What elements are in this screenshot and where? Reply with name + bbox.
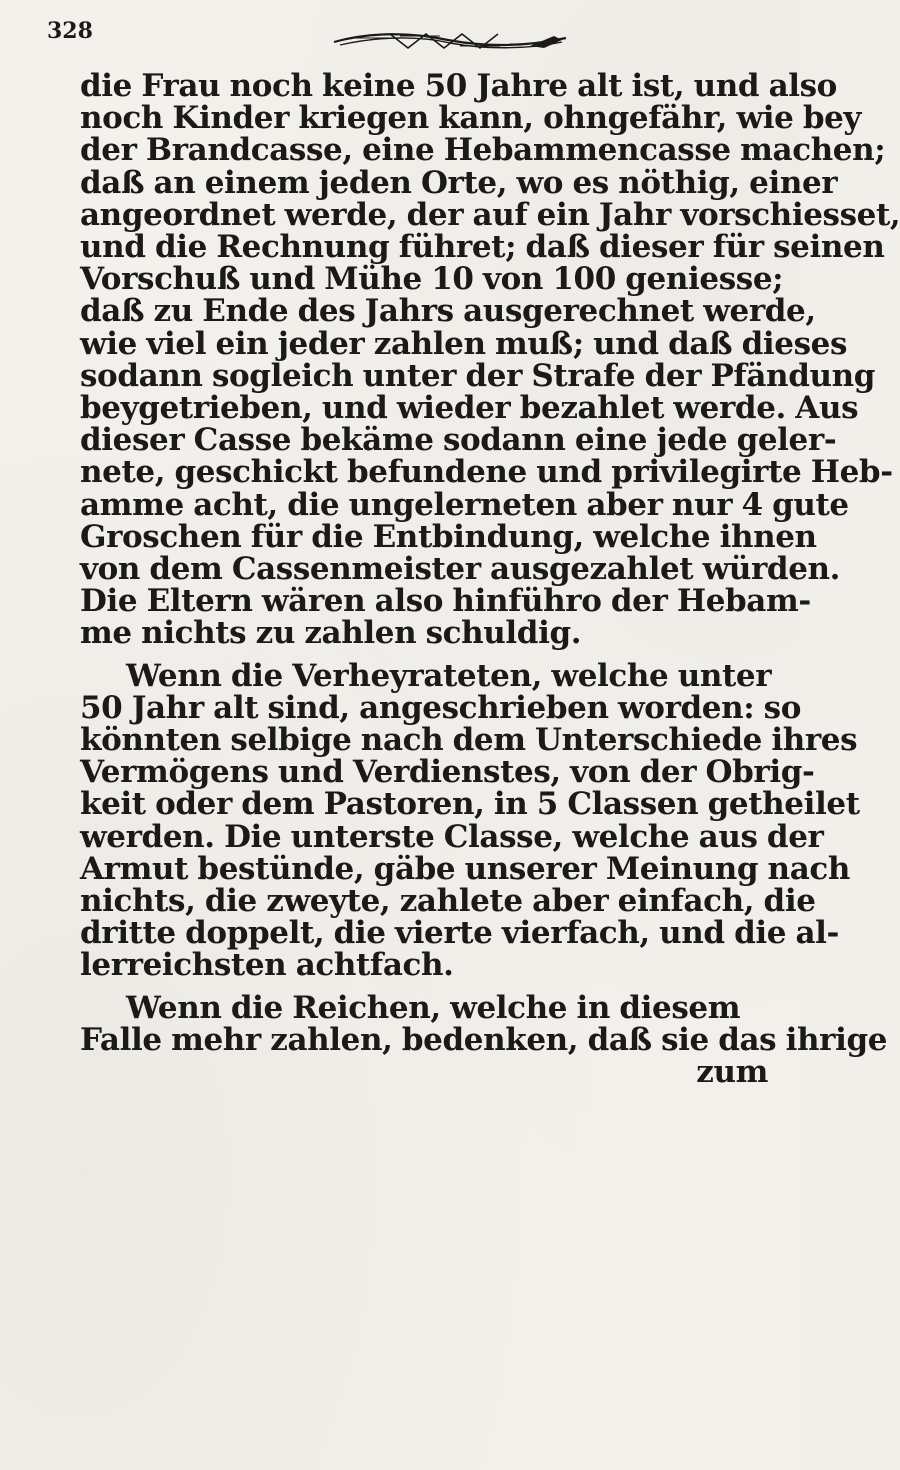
text-line: wie viel ein jeder zahlen muß; und daß dieses: [80, 325, 847, 362]
text-line: von dem Cassenmeister ausgezahlet würden.: [80, 551, 841, 588]
header-ornament-icon: [330, 28, 570, 54]
paragraph-2: [80, 657, 860, 984]
text-line: könnten selbige nach dem Unterschiede ihres: [80, 722, 858, 759]
text-line: nete, geschickt befundene und privilegirte Heb-: [80, 454, 893, 491]
text-line: angeordnet werde, der auf ein Jahr vorschiesset,: [80, 196, 900, 233]
text-line: Groschen für die Entbindung, welche ihnen: [80, 518, 817, 555]
text-line: dieser Casse bekäme sodann eine jede geler-: [80, 422, 837, 459]
text-line: noch Kinder kriegen kann, ohngefähr, wie bey: [80, 100, 862, 137]
text-line: amme acht, die ungelerneten aber nur 4 gute: [80, 486, 849, 523]
main-text: [80, 68, 900, 1091]
text-line: Wenn die Reichen, welche in diesem: [126, 989, 741, 1026]
text-line: keit oder dem Pastoren, in 5 Classen getheilet: [80, 786, 860, 823]
text-line: Armut bestünde, gäbe unserer Meinung nach: [80, 850, 850, 887]
text-line: Vermögens und Verdienstes, von der Obrig-: [80, 754, 815, 791]
text-line: dritte doppelt, die vierte vierfach, und die al-: [80, 915, 840, 952]
page-number: 328: [47, 18, 93, 44]
text-line: Falle mehr zahlen, bedenken, daß sie das ihrige: [80, 1021, 888, 1058]
text-line: Die Eltern wären also hinführo der Hebam-: [80, 583, 811, 620]
text-line: werden. Die unterste Classe, welche aus der: [80, 818, 824, 855]
paragraph-1: [80, 68, 900, 652]
text-line: daß zu Ende des Jahrs ausgerechnet werde,: [80, 293, 816, 330]
catchword: zum: [696, 1054, 768, 1091]
paragraph-3: [80, 989, 888, 1091]
text-line: 50 Jahr alt sind, angeschrieben worden: so: [80, 689, 802, 726]
text-line: Vorschuß und Mühe 10 von 100 geniesse;: [80, 261, 784, 298]
text-line: beygetrieben, und wieder bezahlet werde. Aus: [80, 390, 859, 427]
text-line: die Frau noch keine 50 Jahre alt ist, und also: [80, 68, 837, 104]
text-line: lerreichsten achtfach.: [80, 947, 454, 984]
text-line: me nichts zu zahlen schuldig.: [80, 615, 582, 652]
text-line: der Brandcasse, eine Hebammencasse machen;: [80, 132, 886, 169]
text-line: nichts, die zweyte, zahlete aber einfach, die: [80, 883, 816, 920]
text-line: sodann sogleich unter der Strafe der Pfändung: [80, 357, 876, 394]
text-line: Wenn die Verheyrateten, welche unter: [126, 657, 772, 694]
text-line: und die Rechnung führet; daß dieser für seinen: [80, 229, 885, 266]
text-line: daß an einem jeden Orte, wo es nöthig, einer: [80, 164, 838, 201]
